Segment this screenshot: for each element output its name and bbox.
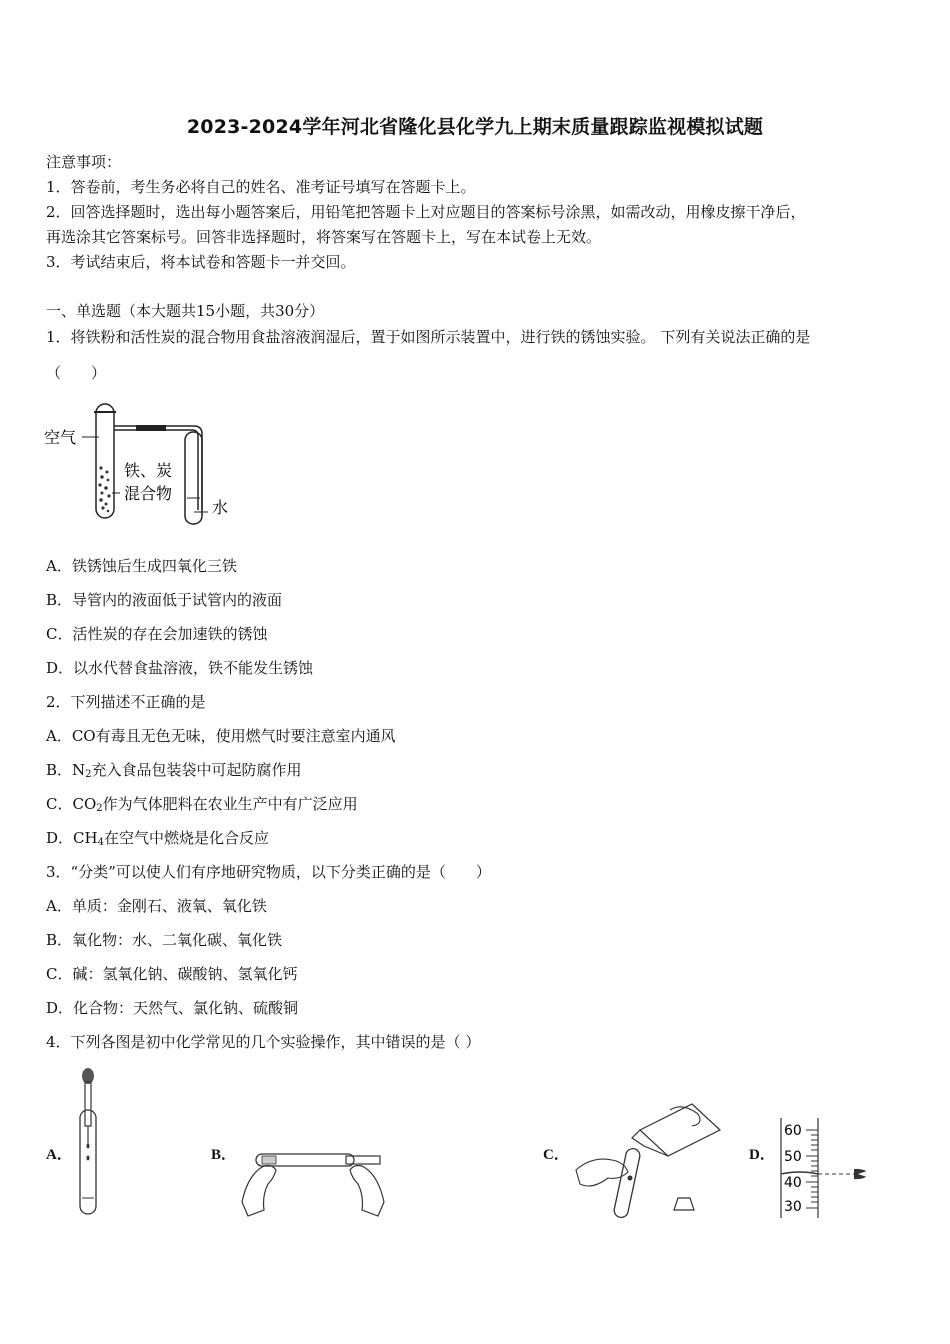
page-title: 2023-2024学年河北省隆化县化学九上期末质量跟踪监视模拟试题	[186, 116, 764, 138]
q3-stem: 3．“分类”可以使人们有序地研究物质，以下分类正确的是（ ）	[46, 863, 491, 881]
tick-50: 50	[784, 1149, 802, 1165]
q3-option-a: A．单质：金刚石、液氧、氧化铁	[46, 897, 267, 915]
q1-option-c: C．活性炭的存在会加速铁的锈蚀	[46, 625, 268, 643]
q4-label-d: D．	[749, 1147, 775, 1163]
q3-option-b: B．氧化物：水、二氧化碳、氧化铁	[46, 931, 283, 949]
section-heading: 一、单选题（本大题共15小题，共30分）	[46, 302, 325, 320]
pouring-liquid-figure	[572, 1100, 726, 1222]
label-mixture: 混合物	[124, 484, 173, 503]
q4-label-c: C．	[543, 1147, 569, 1163]
q2-option-d-prefix: D．CH	[46, 829, 98, 847]
q2-option-b	[46, 760, 302, 785]
label-water: 水	[212, 498, 229, 517]
tick-60: 60	[784, 1123, 802, 1139]
q2-option-d-sub: 4	[97, 837, 104, 848]
notice-item-3: 3．考试结束后，将本试卷和答题卡一并交回。	[46, 253, 356, 271]
measuring-cylinder-figure	[774, 1116, 880, 1220]
q4-label-a: A．	[46, 1147, 72, 1163]
q2-option-c-suffix: 作为气体肥料在农业生产中有广泛应用	[102, 795, 358, 813]
notice-item-2-cont: 再选涂其它答案标号。回答非选择题时，将答案写在答题卡上，写在本试卷上无效。	[46, 228, 602, 246]
q2-option-a	[46, 726, 396, 746]
hands-holding-tube-figure	[238, 1144, 388, 1220]
dropper-test-tube-figure	[72, 1066, 108, 1218]
q1-stem-bracket: （ ）	[46, 364, 107, 382]
tick-30: 30	[784, 1199, 802, 1215]
notice-item-2: 2．回答选择题时，选出每小题答案后，用铅笔把答题卡上对应题目的答案标号涂黑，如需改动，用橡皮擦干净后，	[46, 203, 806, 221]
notice-heading: 注意事项：	[46, 153, 122, 171]
notice-item-1: 1．答卷前，考生务必将自己的姓名、准考证号填写在答题卡上。	[46, 178, 476, 196]
q1-stem: 1．将铁粉和活性炭的混合物用食盐溶液润湿后，置于如图所示装置中，进行铁的锈蚀实验。 下列有关说法正确的是	[46, 328, 811, 346]
q1-option-a: A．铁锈蚀后生成四氧化三铁	[46, 557, 237, 575]
q2-option-b-sub: 2	[85, 769, 92, 780]
q4-stem: 4．下列各图是初中化学常见的几个实验操作，其中错误的是（ ）	[46, 1033, 481, 1051]
tick-40: 40	[784, 1175, 802, 1191]
q2-option-c	[46, 794, 358, 819]
q2-option-d	[46, 828, 269, 853]
q3-option-c: C．碱：氢氧化钠、碳酸钠、氢氧化钙	[46, 965, 298, 983]
label-air: 空气	[44, 428, 77, 447]
label-iron-carbon: 铁、炭	[124, 461, 173, 480]
q2-option-b-suffix: 充入食品包装袋中可起防腐作用	[91, 761, 302, 779]
q2-option-a-text: A．CO有毒且无色无味，使用燃气时要注意室内通风	[46, 727, 396, 745]
q4-label-b: B．	[211, 1147, 237, 1163]
q1-option-d: D．以水代替食盐溶液，铁不能发生锈蚀	[46, 659, 314, 677]
q1-option-b: B．导管内的液面低于试管内的液面	[46, 591, 283, 609]
q2-option-b-prefix: B．N	[46, 761, 86, 779]
q2-option-c-sub: 2	[96, 803, 103, 814]
q2-option-c-prefix: C．CO	[46, 795, 97, 813]
q2-option-d-suffix: 在空气中燃烧是化合反应	[103, 829, 269, 847]
rust-experiment-figure	[44, 400, 244, 530]
q2-stem: 2．下列描述不正确的是	[46, 693, 206, 711]
q3-option-d: D．化合物：天然气、氯化钠、硫酸铜	[46, 999, 299, 1017]
